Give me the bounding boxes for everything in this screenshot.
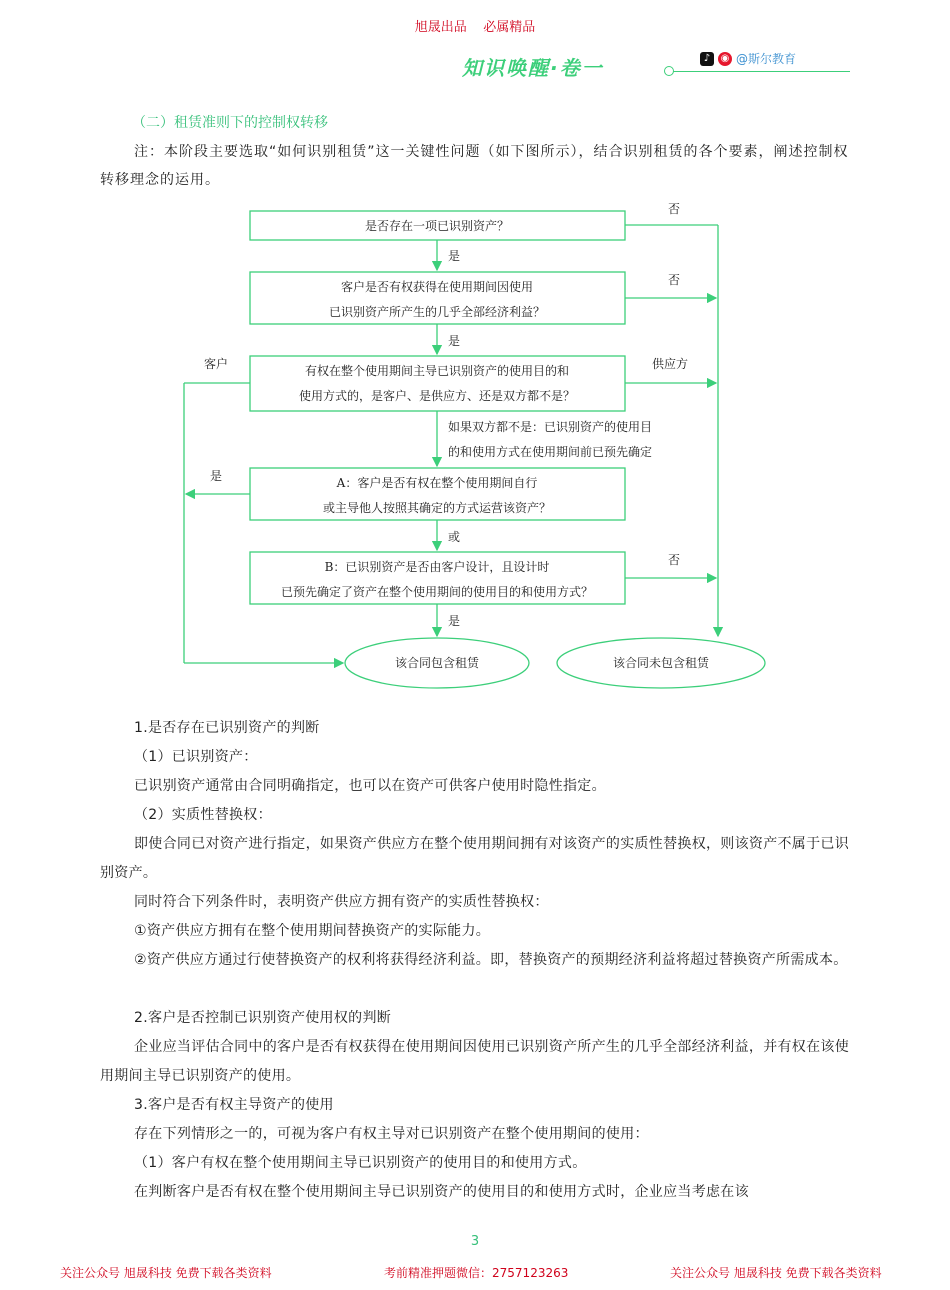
box1-text: 是否存在一项已识别资产？ — [364, 219, 510, 233]
paragraph: 2.客户是否控制已识别资产使用权的判断 — [134, 1010, 392, 1026]
paragraph: （1）已识别资产： — [134, 749, 258, 765]
box2-text-1: 客户是否有权获得在使用期间因使用 — [340, 280, 534, 294]
paragraph: 存在下列情形之一的，可视为客户有权主导对已识别资产在整个使用期间的使用： — [134, 1126, 649, 1142]
paragraph: 在判断客户是否有权在整个使用期间主导已识别资产的使用目的和使用方式时，企业应当考虑在该 — [134, 1184, 749, 1200]
intro-note: 注：本阶段主要选取“如何识别租赁”这一关键性问题（如下图所示），结合识别租赁的各个要素，阐述控制权转移理念的运用。 — [100, 144, 849, 188]
paragraph: 即使合同已对资产进行指定，如果资产供应方在整个使用期间拥有对该资产的实质性替换权，则该资产不属于已识别资产。 — [100, 836, 849, 881]
label-customer: 客户 — [204, 357, 229, 371]
box4-text-2: 或主导他人按照其确定的方式运营该资产？ — [322, 501, 552, 515]
label-yes-3: 是 — [448, 614, 461, 628]
box2-text-2: 已识别资产所产生的几乎全部经济利益？ — [328, 305, 546, 319]
label-yes-2: 是 — [448, 334, 461, 348]
mid-note-1: 如果双方都不是：已识别资产的使用目 — [448, 420, 653, 434]
footer-left[interactable]: 关注公众号 旭晟科技 免费下载各类资料 — [60, 1266, 272, 1280]
section-title: （二）租赁准则下的控制权转移 — [132, 115, 328, 131]
footer-center[interactable] — [384, 1264, 568, 1281]
paragraph: ①资产供应方拥有在整个使用期间替换资产的实际能力。 — [134, 923, 491, 939]
banner-right: 必属精品 — [483, 20, 536, 35]
box3-text-1: 有权在整个使用期间主导已识别资产的使用目的和 — [304, 364, 570, 378]
page-number: 3 — [470, 1234, 480, 1249]
mid-note-2: 的和使用方式在使用期间前已预先确定 — [448, 445, 653, 459]
label-or: 或 — [448, 530, 461, 544]
paragraph: （1）客户有权在整个使用期间主导已识别资产的使用目的和使用方式。 — [134, 1155, 587, 1171]
label-no-3: 否 — [668, 553, 681, 567]
paragraph: （2）实质性替换权： — [134, 807, 272, 823]
paragraph: 1.是否存在已识别资产的判断 — [134, 720, 320, 736]
social-handle[interactable]: @斯尔教育 — [736, 52, 797, 66]
box4-text-1: A：客户是否有权在整个使用期间自行 — [336, 476, 538, 490]
paragraph: 企业应当评估合同中的客户是否有权获得在使用期间因使用已识别资产所产生的几乎全部经济利益，并有权在该使用期间主导已识别资产的使用。 — [100, 1039, 849, 1084]
label-yes-1: 是 — [448, 249, 461, 263]
weibo-icon[interactable]: ◉ — [718, 52, 732, 66]
paragraph: 已识别资产通常由合同明确指定，也可以在资产可供客户使用时隐性指定。 — [134, 778, 606, 794]
paragraph: ②资产供应方通过行使替换资产的权利将获得经济利益。即，替换资产的预期经济利益将超过替换资产所需成本。 — [134, 952, 848, 968]
footer-wechat-number: 2757123263 — [492, 1266, 569, 1280]
paragraph: 3.客户是否有权主导资产的使用 — [134, 1097, 334, 1113]
box3-text-2: 使用方式的，是客户、是供应方、还是双方都不是？ — [298, 389, 576, 403]
footer-center-label: 考前精准押题微信： — [384, 1266, 493, 1280]
label-no-2: 否 — [668, 273, 681, 287]
label-supplier: 供应方 — [652, 357, 689, 371]
label-no-1: 否 — [668, 202, 681, 216]
box5-text-2: 已预先确定了资产在整个使用期间的使用目的和使用方式？ — [280, 585, 594, 599]
brand-title: 知识唤醒·卷一 — [462, 56, 604, 80]
result-no-lease-text: 该合同未包含租赁 — [612, 656, 710, 670]
paragraph: 同时符合下列条件时，表明资产供应方拥有资产的实质性替换权： — [134, 894, 549, 910]
tiktok-icon[interactable]: ♪ — [700, 52, 714, 66]
footer-right[interactable]: 关注公众号 旭晟科技 免费下载各类资料 — [670, 1266, 882, 1280]
banner-left: 旭晟出品 — [414, 20, 467, 35]
box5-text-1: B：已识别资产是否由客户设计，且设计时 — [324, 560, 550, 574]
label-yes-4: 是 — [210, 469, 223, 483]
result-lease-text: 该合同包含租赁 — [394, 656, 480, 670]
